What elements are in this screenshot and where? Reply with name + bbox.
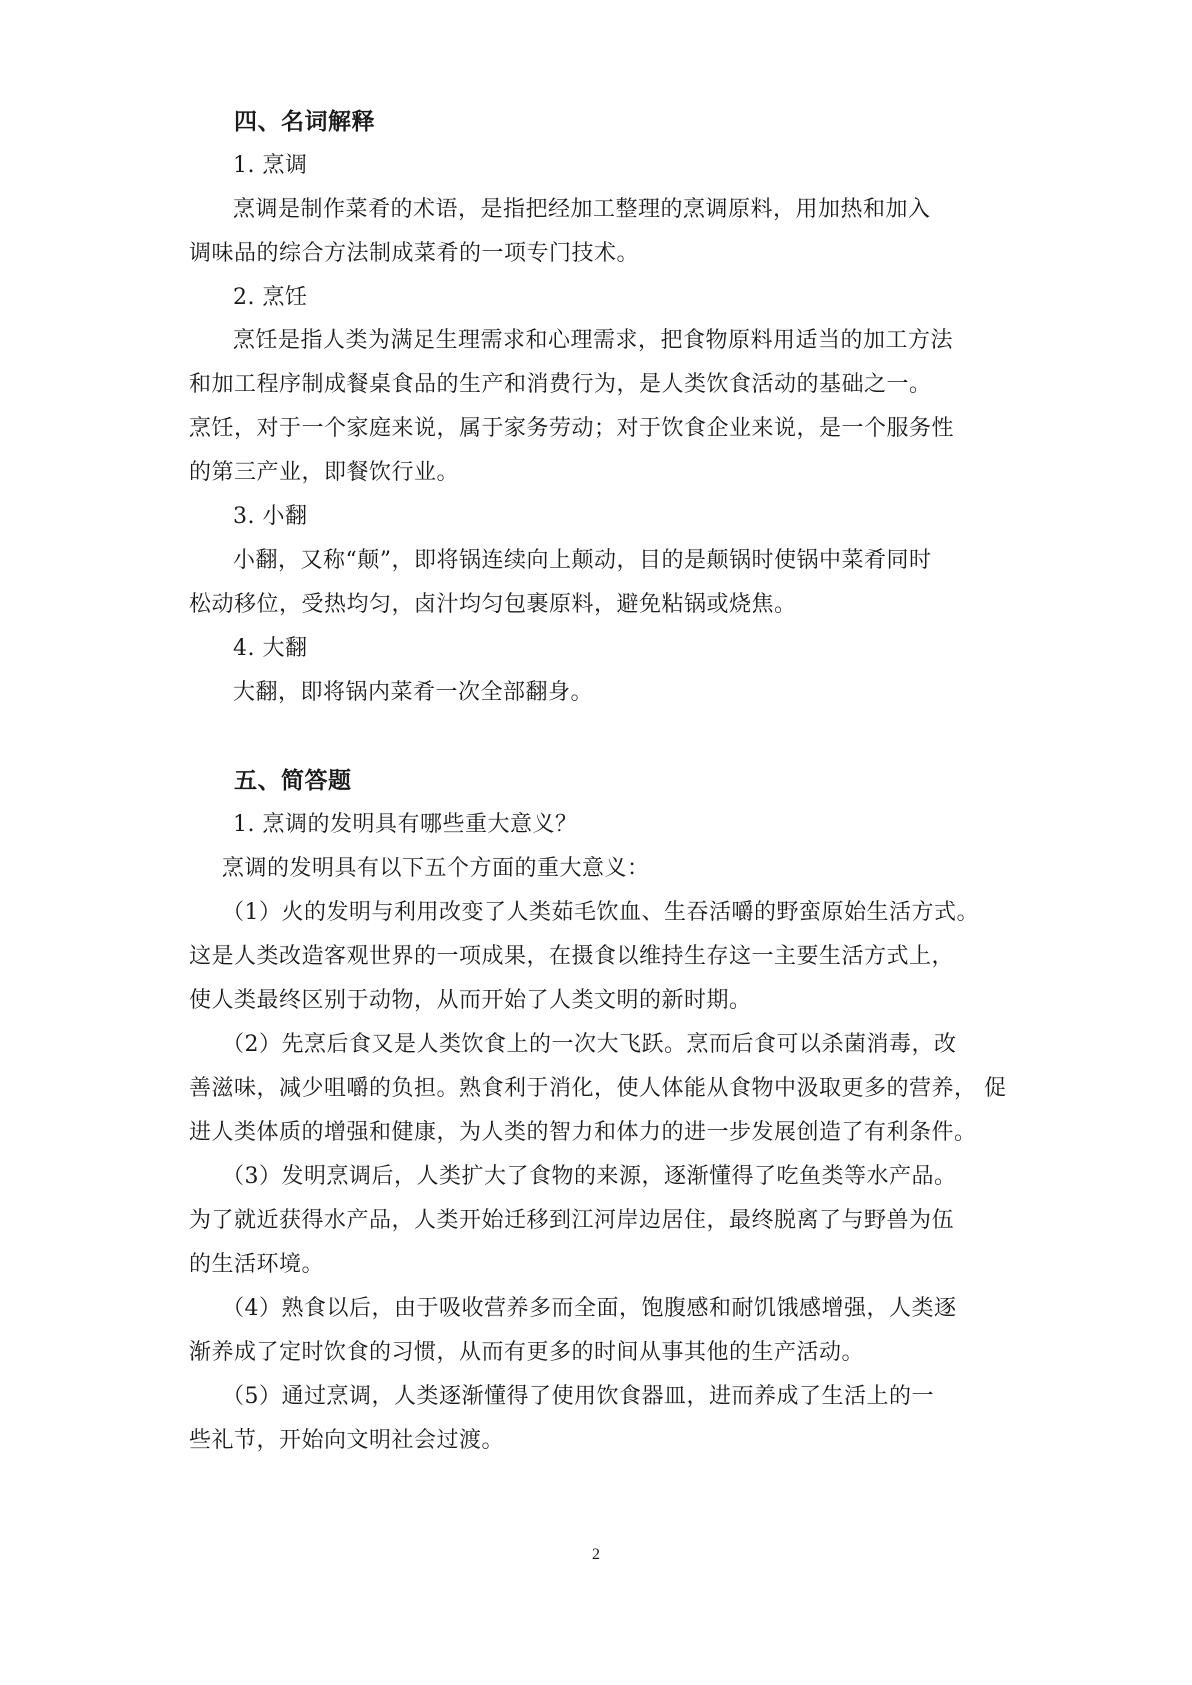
term-title-3: 3. 小翻 xyxy=(233,504,308,529)
term-definition-line: 的第三产业，即餐饮行业。 xyxy=(189,460,460,485)
term-definition-line: 大翻，即将锅内菜肴一次全部翻身。 xyxy=(233,680,594,705)
answer-point-line: （2）先烹后食又是人类饮食上的一次大飞跃。烹而后食可以杀菌消毒，改 xyxy=(222,1032,957,1057)
page-number: 2 xyxy=(592,1546,600,1563)
answer-point-line: 进人类体质的增强和健康，为人类的智力和体力的进一步发展创造了有利条件。 xyxy=(189,1120,977,1145)
term-definition-line: 小翻，又称“颠”，即将锅连续向上颠动，目的是颠锅时使锅中菜肴同时 xyxy=(233,548,932,573)
answer-intro: 烹调的发明具有以下五个方面的重大意义： xyxy=(222,856,650,881)
answer-point-line: 渐养成了定时饮食的习惯，从而有更多的时间从事其他的生产活动。 xyxy=(189,1340,865,1365)
section-heading-4: 四、名词解释 xyxy=(234,108,375,135)
answer-point-line: 的生活环境。 xyxy=(189,1252,325,1277)
question-title: 1. 烹调的发明具有哪些重大意义？ xyxy=(233,812,578,837)
answer-point-line: （1）火的发明与利用改变了人类茹毛饮血、生吞活嚼的野蛮原始生活方式。 xyxy=(222,900,979,925)
answer-point-line: （5）通过烹调，人类逐渐懂得了使用饮食器皿，进而养成了生活上的一 xyxy=(222,1384,934,1409)
answer-point-line: 为了就近获得水产品，人类开始迁移到江河岸边居住，最终脱离了与野兽为伍 xyxy=(189,1208,955,1233)
answer-point-line: （3）发明烹调后，人类扩大了食物的来源，逐渐懂得了吃鱼类等水产品。 xyxy=(222,1164,957,1189)
term-definition-line: 烹调是制作菜肴的术语，是指把经加工整理的烹调原料，用加热和加入 xyxy=(233,197,931,222)
answer-point-line: 些礼节，开始向文明社会过渡。 xyxy=(189,1428,505,1453)
term-definition-line: 和加工程序制成餐桌食品的生产和消费行为，是人类饮食活动的基础之一。 xyxy=(189,372,932,397)
answer-point-line: 善滋味，减少咀嚼的负担。熟食利于消化，使人体能从食物中汲取更多的营养， 促 xyxy=(189,1076,1007,1101)
term-definition-line: 松动移位，受热均匀，卤汁均匀包裹原料，避免粘锅或烧焦。 xyxy=(189,592,797,617)
term-definition-line: 调味品的综合方法制成菜肴的一项专门技术。 xyxy=(189,241,640,266)
term-title-2: 2. 烹饪 xyxy=(233,285,308,310)
term-definition-line: 烹饪，对于一个家庭来说，属于家务劳动；对于饮食企业来说，是一个服务性 xyxy=(189,416,955,441)
section-heading-5: 五、简答题 xyxy=(234,767,352,794)
term-title-1: 1. 烹调 xyxy=(233,153,308,178)
answer-point-line: 这是人类改造客观世界的一项成果，在摄食以维持生存这一主要生活方式上， xyxy=(189,944,955,969)
term-definition-line: 烹饪是指人类为满足生理需求和心理需求，把食物原料用适当的加工方法 xyxy=(233,328,954,353)
answer-point-line: 使人类最终区别于动物，从而开始了人类文明的新时期。 xyxy=(189,988,752,1013)
term-title-4: 4. 大翻 xyxy=(233,636,308,661)
answer-point-line: （4）熟食以后，由于吸收营养多而全面，饱腹感和耐饥饿感增强，人类逐 xyxy=(222,1296,957,1321)
